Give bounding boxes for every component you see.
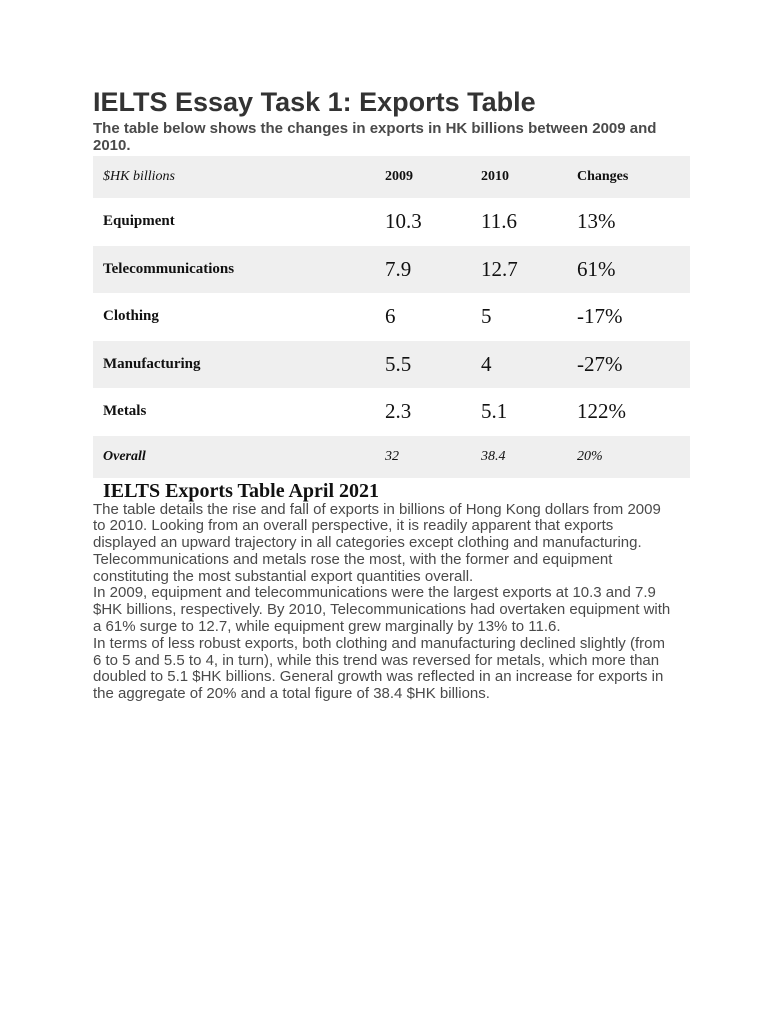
cell-change: 61% xyxy=(577,256,616,281)
cell-2010: 12.7 xyxy=(481,256,518,281)
cell-2009: 10.3 xyxy=(385,209,422,234)
total-label: Overall xyxy=(103,448,146,464)
header-cell-unit: $HK billions xyxy=(103,169,175,184)
cell-change: -17% xyxy=(577,304,623,329)
row-label: Telecommunications xyxy=(103,260,235,277)
exports-table xyxy=(93,156,690,478)
cell-change: 122% xyxy=(577,399,626,424)
section-heading: IELTS Exports Table April 2021 xyxy=(103,479,380,502)
cell-2010: 11.6 xyxy=(481,209,517,234)
cell-2010: 5.1 xyxy=(481,399,508,424)
table-total-row xyxy=(93,436,690,478)
total-2009: 32 xyxy=(385,448,399,464)
table-row xyxy=(93,388,690,436)
table-row xyxy=(93,293,690,341)
cell-2009: 6 xyxy=(385,304,396,329)
paragraph-overview: The table details the rise and fall of exports in billions of Hong Kong dollars from 2009 to 2010. Looking from an overall perspective, it is readily apparent that exports displayed an upward trajectory in all categories except clothing and manufacturing. Telecommunications and metals rose the most, with the former and equipment constituting the most substantial export quantities overall. xyxy=(93,500,661,585)
cell-2009: 5.5 xyxy=(385,351,412,376)
row-label: Equipment xyxy=(103,213,175,230)
row-label: Manufacturing xyxy=(103,355,201,372)
row-label: Metals xyxy=(103,403,147,420)
page-title: IELTS Essay Task 1: Exports Table xyxy=(93,87,536,117)
cell-2010: 4 xyxy=(481,351,492,376)
cell-2009: 7.9 xyxy=(385,256,412,281)
table-header-row xyxy=(93,156,690,198)
header-cell-changes: Changes xyxy=(577,169,629,184)
total-change: 20% xyxy=(577,448,603,464)
header-cell-2010: 2010 xyxy=(481,169,509,184)
page-subtitle: The table below shows the changes in exports in HK billions between 2009 and 2010. xyxy=(93,120,657,154)
row-label: Clothing xyxy=(103,308,159,325)
cell-change: 13% xyxy=(577,209,616,234)
paragraph-declines: In terms of less robust exports, both clothing and manufacturing declined slightly (from 6 to 5 and 5.5 to 4, in turn), while this trend was reversed for metals, which more than doubled to 5.1 $HK billions. General growth was reflected in an increase for exports in the aggregate of 20% and a total figure of 38.4 $HK billions. xyxy=(93,634,665,703)
cell-2010: 5 xyxy=(481,304,492,329)
document-page xyxy=(93,84,693,703)
total-2010: 38.4 xyxy=(481,448,506,464)
table-row xyxy=(93,246,690,294)
cell-2009: 2.3 xyxy=(385,399,412,424)
header-cell-2009: 2009 xyxy=(385,169,413,184)
table-row xyxy=(93,341,690,389)
paragraph-largest-exports: In 2009, equipment and telecommunications were the largest exports at 10.3 and 7.9 $HK billions, respectively. By 2010, Telecommunications had overtaken equipment with a 61% surge to 12.7, while equipment grew marginally by 13% to 11.6. xyxy=(93,584,671,636)
table-row xyxy=(93,198,690,246)
cell-change: -27% xyxy=(577,351,623,376)
